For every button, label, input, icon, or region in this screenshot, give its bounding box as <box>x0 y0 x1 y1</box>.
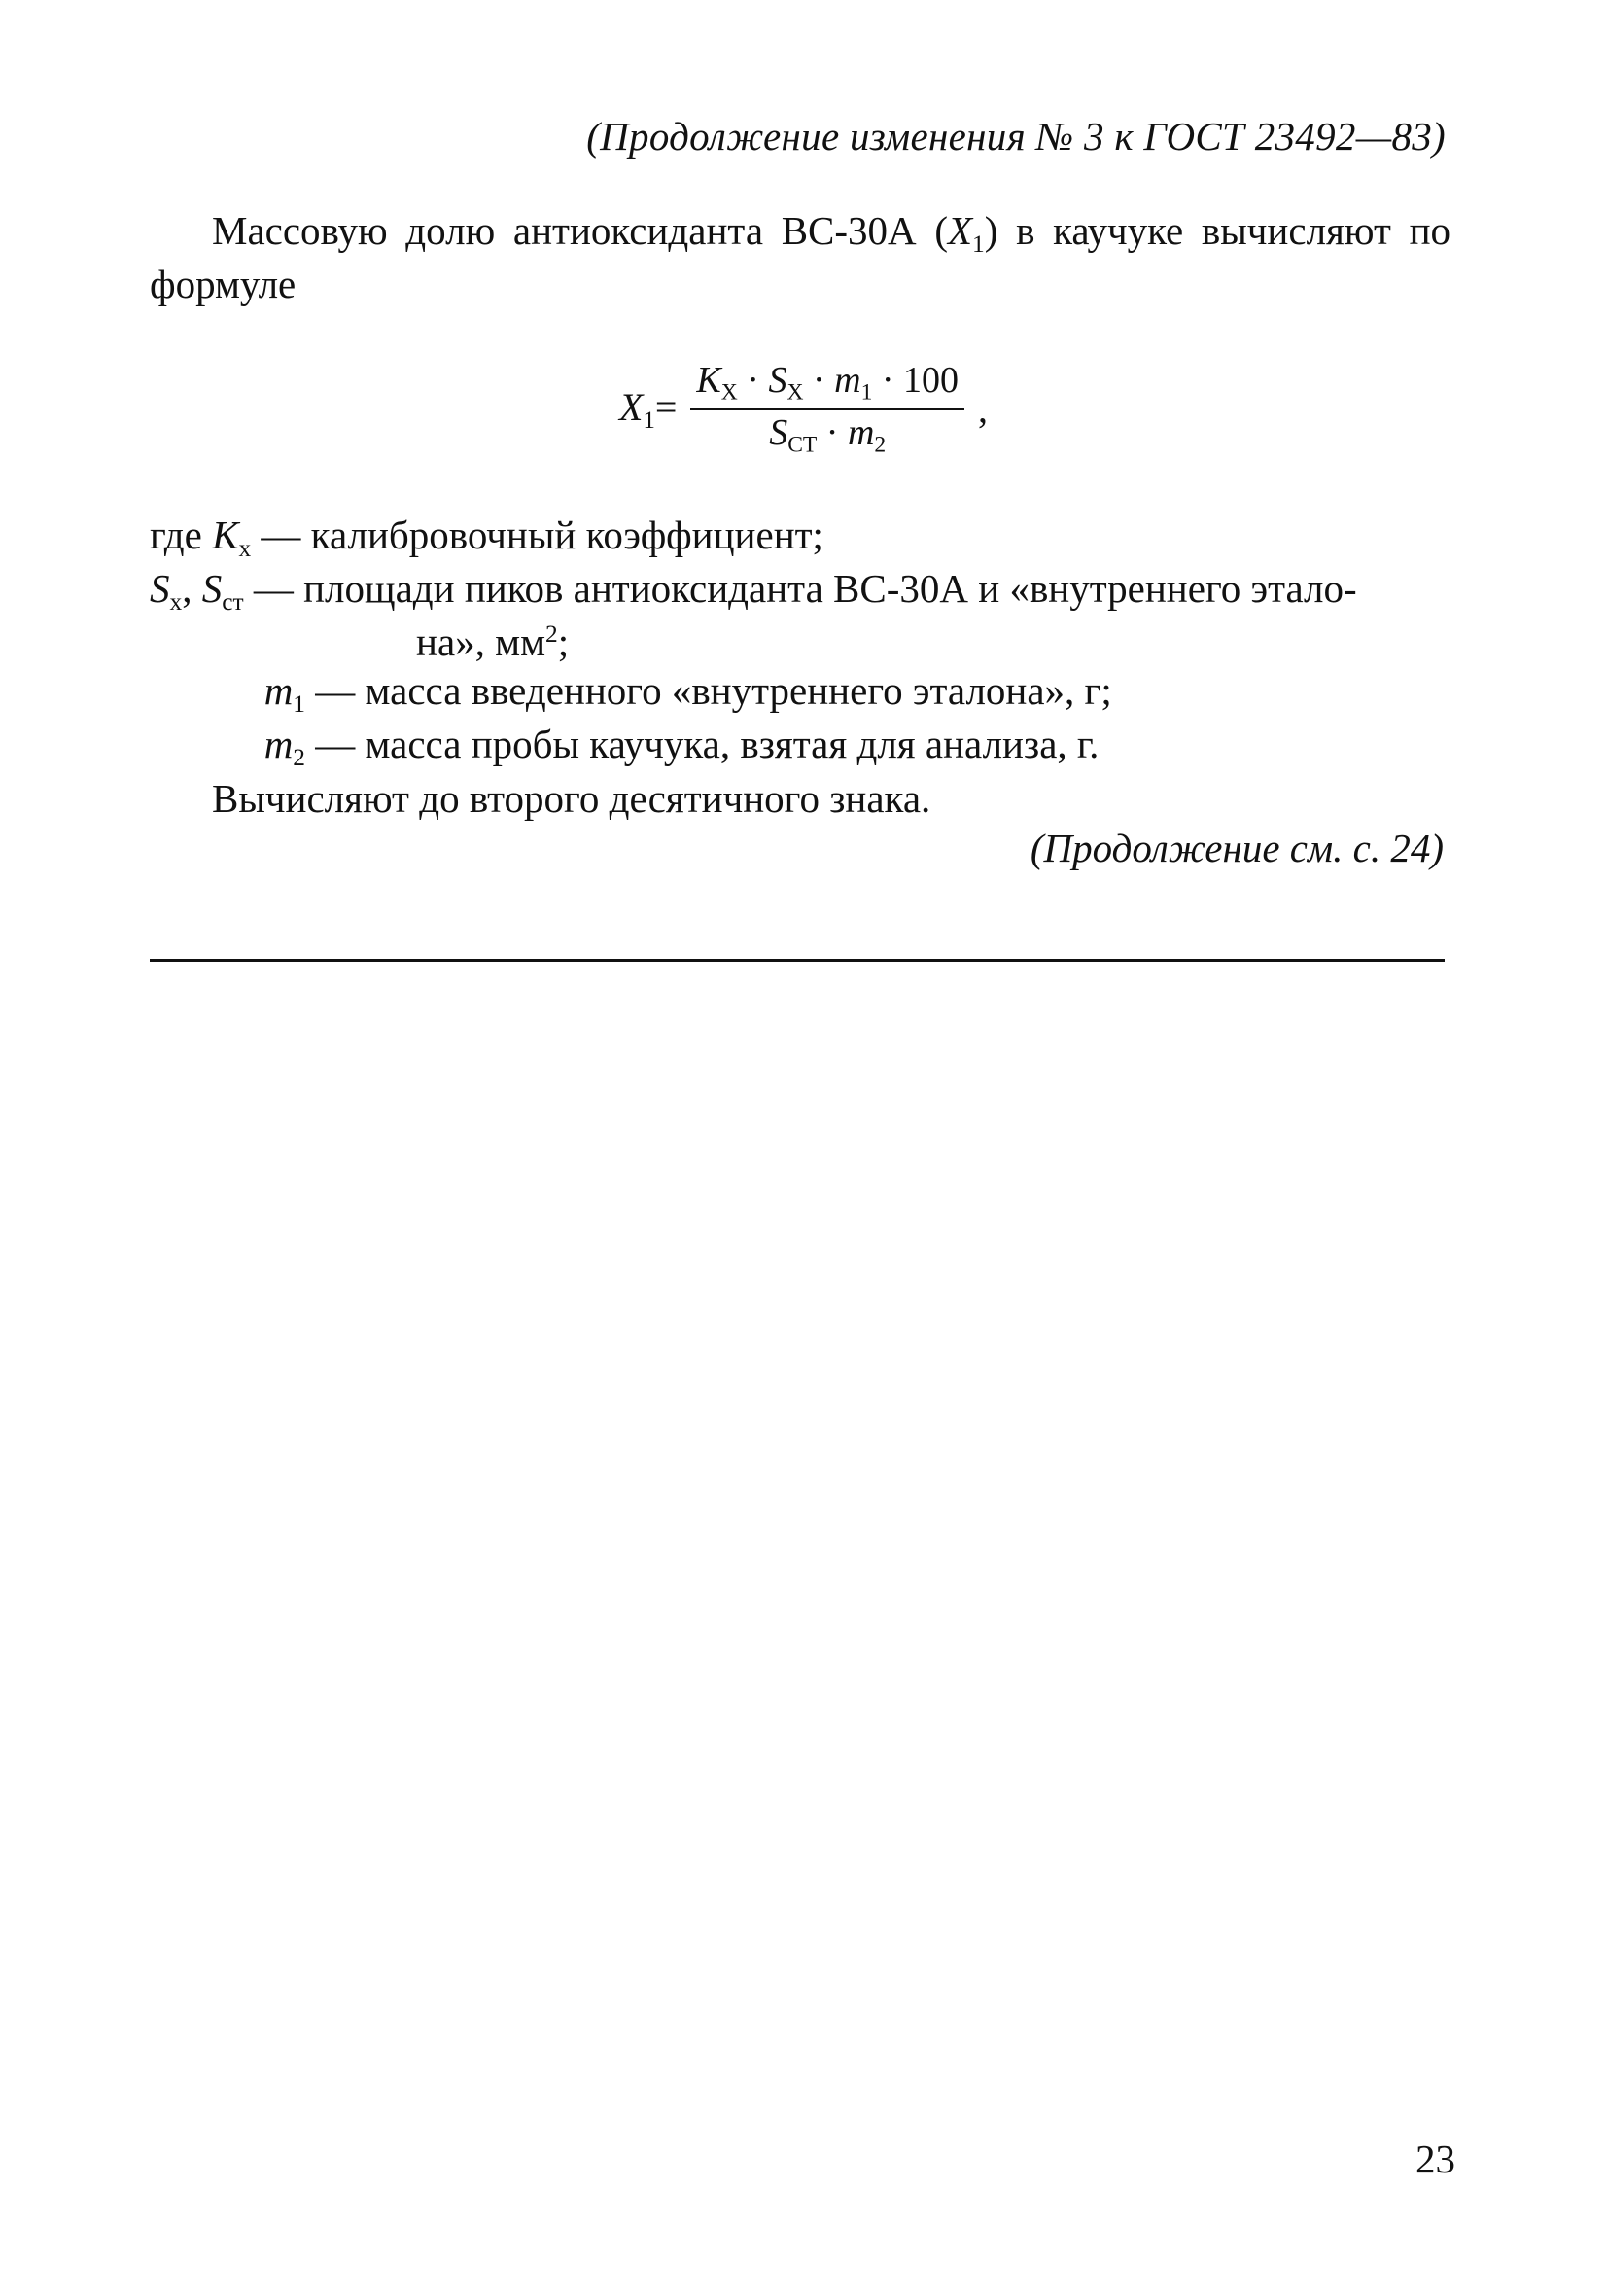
legend-m2-symbol-cell <box>150 720 305 773</box>
intro-paragraph <box>150 206 1450 309</box>
legend-m1-symbol: m <box>263 668 294 714</box>
den-m-sub: 2 <box>874 432 887 458</box>
num-s: S <box>768 360 787 401</box>
num-s-sub: X <box>786 379 804 406</box>
formula-equals: = <box>654 384 678 429</box>
formula-lhs-subscript: 1 <box>643 406 655 434</box>
den-m: m <box>847 411 875 453</box>
legend-row-m1 <box>150 666 1452 720</box>
intro-text-2: ) в каучуке вычисляют по формуле <box>150 208 1451 307</box>
legend-sst-subscript: ст <box>222 588 244 617</box>
num-k: K <box>696 360 721 401</box>
intro-text-1: Массовую долю антиоксиданта ВС-30А ( <box>212 208 948 253</box>
den-s: S <box>769 411 788 453</box>
legend-row-s <box>150 564 1452 618</box>
legend-k-subscript: x <box>238 535 252 563</box>
formula-lhs <box>619 384 677 435</box>
num-dot-3: · <box>872 360 903 401</box>
num-m: m <box>834 360 861 401</box>
legend-row-m2 <box>150 720 1452 773</box>
legend-row-s-continuation <box>150 618 1452 666</box>
legend-m1-text: — масса введенного «внутреннего эталона», г; <box>305 668 1112 714</box>
legend-s-unit-superscript: 2 <box>545 620 558 649</box>
den-dot: · <box>817 411 848 453</box>
num-k-sub: X <box>720 379 738 406</box>
den-s-sub: CT <box>787 432 818 458</box>
formula-numerator <box>690 360 964 406</box>
formula <box>619 360 988 458</box>
legend-sx-subscript: x <box>169 588 183 617</box>
formula-denominator <box>763 412 891 459</box>
legend-s-text-line1: — площади пиков антиоксиданта ВС-30А и «внутреннего этало- <box>243 566 1357 612</box>
legend-k-symbol: K <box>212 512 239 557</box>
calculation-note: Вычисляют до второго десятичного знака. <box>212 775 931 821</box>
legend-m2-subscript: 2 <box>293 744 305 772</box>
num-factor: 100 <box>903 360 959 401</box>
legend-k-text: — калибровочный коэффициент; <box>251 512 823 557</box>
legend-m2-text: — масса пробы каучука, взятая для анализа, г. <box>305 722 1100 767</box>
legend-s-text-end: ; <box>557 619 570 665</box>
page-number: 23 <box>1415 2137 1455 2181</box>
formula-comma: , <box>978 387 988 432</box>
num-dot-2: · <box>803 360 835 401</box>
intro-variable-subscript: 1 <box>972 230 985 259</box>
intro-variable: X <box>948 208 973 253</box>
num-dot-1: · <box>737 360 769 401</box>
legend-row-k <box>150 511 1452 564</box>
formula-fraction <box>690 360 964 458</box>
legend-m1-symbol-cell <box>150 666 305 720</box>
legend-sst-symbol: S <box>201 566 223 612</box>
legend-sx-symbol: S <box>150 566 170 612</box>
legend-where: где <box>150 512 213 557</box>
legend-s-separator: , <box>182 566 202 612</box>
legend-s-text-line2: на», мм <box>416 619 546 665</box>
legend-m1-subscript: 1 <box>293 690 305 719</box>
horizontal-rule <box>150 959 1445 962</box>
formula-legend <box>150 511 1452 823</box>
formula-lhs-symbol: X <box>619 384 644 429</box>
continued-note: (Продолжение см. с. 24) <box>1030 826 1444 870</box>
legend-m2-symbol: m <box>263 722 294 767</box>
page-header: (Продолжение изменения № 3 к ГОСТ 23492—83) <box>586 114 1446 159</box>
fraction-bar <box>690 408 964 410</box>
num-m-sub: 1 <box>860 379 873 406</box>
